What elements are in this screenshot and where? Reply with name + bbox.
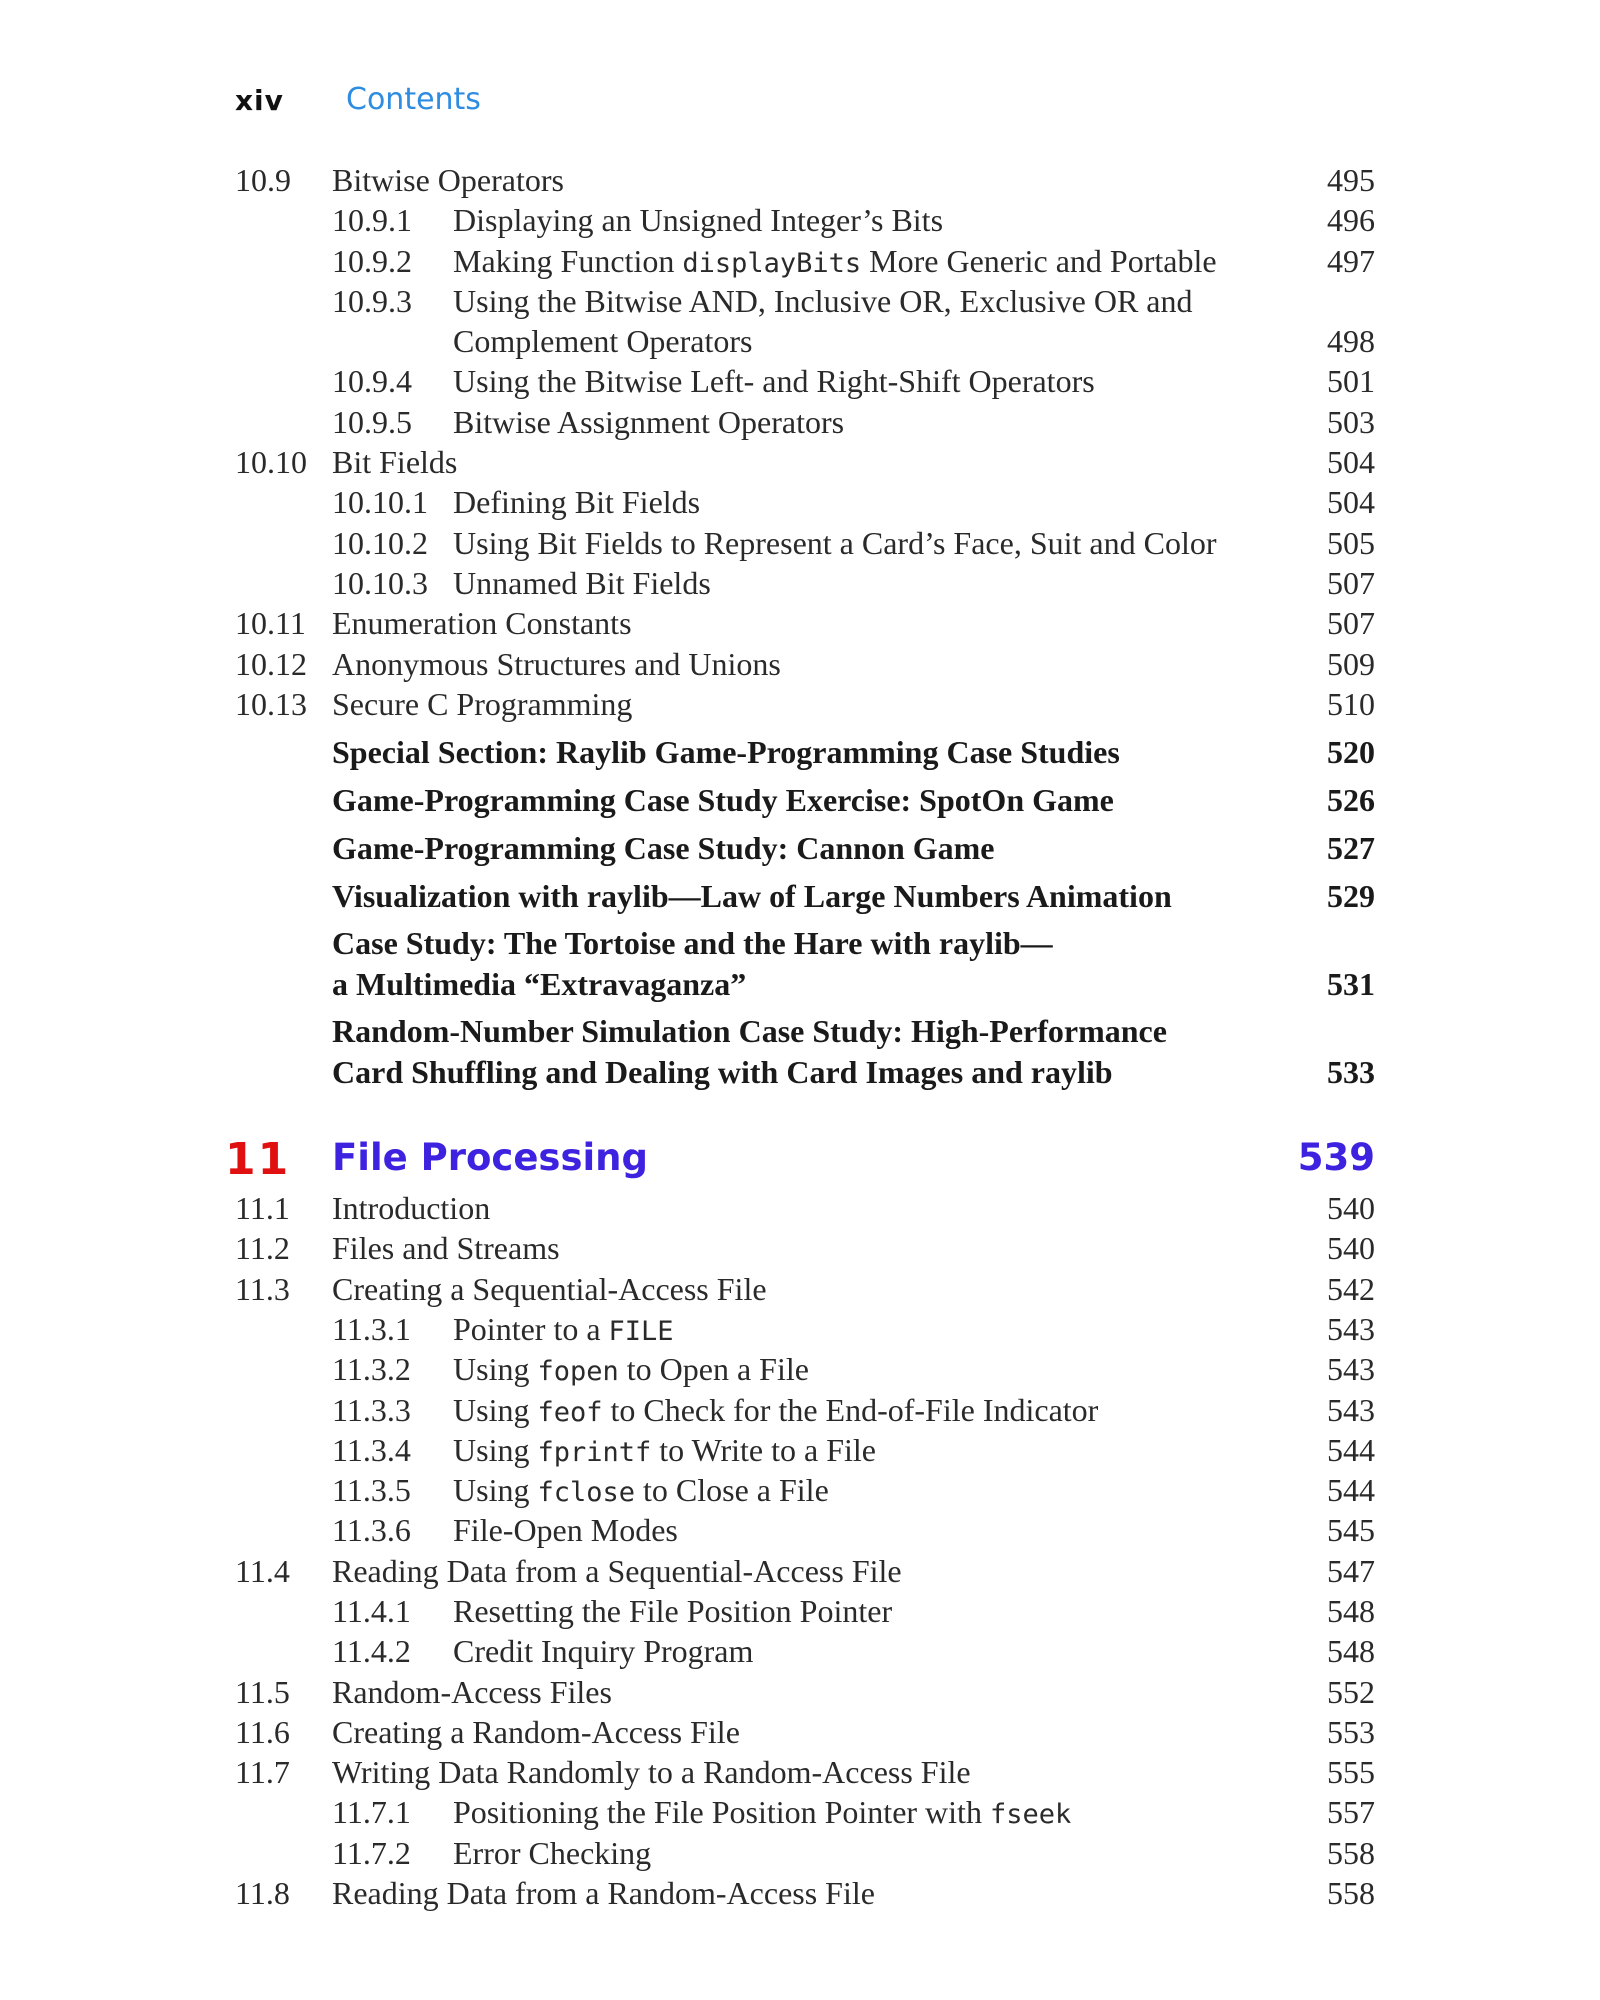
- toc-entry[interactable]: [235, 361, 1375, 401]
- running-head: Contents: [346, 82, 481, 117]
- special-line: [235, 780, 1375, 820]
- entry-title-text: to Write to a File: [651, 1431, 876, 1468]
- entry-title: Random-Access Files: [332, 1673, 612, 1710]
- entry-title: [453, 1390, 1098, 1433]
- entry-title-text: More Generic and Portable: [861, 242, 1217, 279]
- entry-page: 557: [1327, 1794, 1375, 1831]
- toc-entry[interactable]: [235, 442, 1375, 482]
- table-of-contents: [225, 160, 1375, 1913]
- entry-page: 543: [1327, 1310, 1375, 1347]
- entry-title: Using the Bitwise Left- and Right-Shift Operators: [453, 363, 1095, 400]
- entry-page: 496: [1327, 202, 1375, 239]
- entry-page: 542: [1327, 1270, 1375, 1307]
- entry-number: 10.10.3: [332, 564, 428, 601]
- entry-number: 10.9.5: [332, 403, 412, 440]
- entry-number: 10.9: [235, 162, 291, 198]
- toc-entry[interactable]: [235, 1349, 1375, 1389]
- special-section-entry[interactable]: [235, 828, 1375, 868]
- special-section-entry[interactable]: [235, 732, 1375, 772]
- entry-title-text: to Open a File: [618, 1351, 809, 1388]
- entry-page: 544: [1327, 1472, 1375, 1509]
- entry-page: 547: [1327, 1552, 1375, 1589]
- toc-entry[interactable]: [235, 241, 1375, 281]
- toc-entry[interactable]: [235, 1430, 1375, 1470]
- entry-page: 558: [1327, 1875, 1375, 1912]
- entry-number: 11.2: [235, 1230, 290, 1267]
- entry-number: 11.3.4: [332, 1431, 411, 1468]
- entry-title-code: fopen: [537, 1356, 619, 1388]
- entry-title-text: Using: [453, 1391, 538, 1428]
- toc-entry[interactable]: [235, 1470, 1375, 1510]
- entry-number: 10.9.3: [332, 282, 412, 319]
- special-section-entry[interactable]: [235, 876, 1375, 916]
- entry-page: 555: [1327, 1754, 1375, 1791]
- entry-page: 548: [1327, 1633, 1375, 1670]
- entry-number: 11.8: [235, 1875, 290, 1912]
- special-page: 533: [1327, 1053, 1375, 1090]
- entry-title: [453, 1470, 829, 1513]
- entry-title: Secure C Programming: [332, 685, 633, 722]
- entry-title: [453, 241, 1217, 284]
- entry-page: 501: [1327, 363, 1375, 400]
- special-line: [235, 964, 1375, 1004]
- special-line: [235, 923, 1375, 963]
- entry-title-code: fseek: [989, 1799, 1072, 1831]
- entry-title: Defining Bit Fields: [453, 484, 701, 521]
- entry-title: Displaying an Unsigned Integer’s Bits: [453, 202, 944, 239]
- entry-number: 11.5: [235, 1673, 290, 1710]
- toc-entry[interactable]: [235, 644, 1375, 684]
- entry-number: 11.3.3: [332, 1391, 411, 1428]
- entry-page: 495: [1327, 162, 1375, 198]
- entry-title: [453, 1309, 674, 1352]
- special-title-line: Random-Number Simulation Case Study: High-Performance: [332, 1013, 1167, 1050]
- entry-page: 553: [1327, 1713, 1375, 1750]
- special-page: 520: [1327, 734, 1375, 771]
- entry-title: Using the Bitwise AND, Inclusive OR, Exclusive OR and: [453, 282, 1193, 319]
- toc-entry[interactable]: [235, 1672, 1375, 1712]
- entry-page: 552: [1327, 1673, 1375, 1710]
- toc-entry[interactable]: [235, 1228, 1375, 1268]
- entry-title: Using Bit Fields to Represent a Card’s Face, Suit and Color: [453, 524, 1217, 561]
- entry-page: 510: [1327, 685, 1375, 722]
- entry-number: 11.7.2: [332, 1834, 411, 1871]
- entry-title: Unnamed Bit Fields: [453, 564, 711, 601]
- toc-entry[interactable]: [235, 1309, 1375, 1349]
- chapter-heading[interactable]: [225, 1132, 1375, 1192]
- toc-entry[interactable]: [235, 1833, 1375, 1873]
- entry-title: Bitwise Operators: [332, 162, 564, 198]
- special-title-line: Special Section: Raylib Game-Programming Case Studies: [332, 734, 1120, 771]
- entry-title-code: displayBits: [682, 247, 862, 279]
- entry-title-code: feof: [537, 1396, 603, 1428]
- toc-entry[interactable]: [235, 402, 1375, 442]
- entry-number: 11.3.5: [332, 1472, 411, 1509]
- entry-number: 10.10.1: [332, 484, 428, 521]
- entry-number: 11.3.2: [332, 1351, 411, 1388]
- entry-title: Credit Inquiry Program: [453, 1633, 754, 1670]
- entry-number: 11.3.6: [332, 1512, 411, 1549]
- entry-title: Resetting the File Position Pointer: [453, 1593, 893, 1629]
- special-title-line: Game-Programming Case Study: Cannon Game: [332, 829, 995, 866]
- entry-title: Anonymous Structures and Unions: [332, 645, 781, 682]
- entry-title: Error Checking: [453, 1834, 652, 1871]
- entry-title-code: fprintf: [537, 1436, 652, 1468]
- entry-title: Introduction: [332, 1190, 491, 1227]
- entry-title-text: Using: [453, 1351, 538, 1388]
- entry-page: 509: [1327, 645, 1375, 682]
- toc-entry[interactable]: [235, 1752, 1375, 1792]
- entry-page: 507: [1327, 564, 1375, 601]
- special-title-line: a Multimedia “Extravaganza”: [332, 965, 747, 1002]
- entry-number: 10.10: [235, 444, 307, 481]
- chapter-number: 11: [225, 1134, 291, 1186]
- special-page: 526: [1327, 781, 1375, 818]
- entry-title: Reading Data from a Sequential-Access File: [332, 1552, 902, 1589]
- toc-entry[interactable]: [235, 1551, 1375, 1591]
- chapter-title: File Processing: [332, 1136, 648, 1180]
- entry-number: 11.4: [235, 1552, 290, 1589]
- special-line: [235, 1052, 1375, 1092]
- entry-title-text: Using: [453, 1472, 538, 1509]
- entry-title-text: Using: [453, 1431, 538, 1468]
- entry-page: 545: [1327, 1512, 1375, 1549]
- entry-title: Bit Fields: [332, 444, 458, 481]
- entry-title: [453, 1792, 1071, 1835]
- entry-title: [453, 1349, 809, 1392]
- entry-title: File-Open Modes: [453, 1512, 678, 1549]
- special-section-entry[interactable]: [235, 780, 1375, 820]
- entry-title-text: to Close a File: [635, 1472, 829, 1509]
- special-sections: [235, 732, 1375, 1092]
- entry-page: 504: [1327, 444, 1375, 481]
- entry-page: 505: [1327, 524, 1375, 561]
- toc-entry[interactable]: [235, 200, 1375, 240]
- entry-number: 10.10.2: [332, 524, 428, 561]
- entry-number: 11.7: [235, 1754, 290, 1791]
- entry-number: 11.7.1: [332, 1794, 411, 1831]
- entry-number: 10.9.2: [332, 242, 412, 279]
- entry-number: 10.13: [235, 685, 307, 722]
- entry-number: 11.4.2: [332, 1633, 411, 1670]
- entry-title: Files and Streams: [332, 1230, 560, 1267]
- special-title-line: Visualization with raylib—Law of Large Numbers Animation: [332, 877, 1172, 914]
- toc-section-chapter-10: [235, 160, 1375, 724]
- toc-entry[interactable]: [235, 321, 1375, 361]
- entry-title-text: to Check for the End-of-File Indicator: [602, 1391, 1099, 1428]
- toc-entry[interactable]: [235, 563, 1375, 603]
- toc-entry[interactable]: [235, 281, 1375, 321]
- entry-page: 543: [1327, 1351, 1375, 1388]
- entry-number: 11.1: [235, 1190, 290, 1227]
- entry-title: [453, 1430, 876, 1473]
- toc-entry[interactable]: [235, 1591, 1375, 1631]
- special-section-entry[interactable]: [235, 923, 1375, 1004]
- entry-page: 504: [1327, 484, 1375, 521]
- special-line: [235, 732, 1375, 772]
- special-title-line: Card Shuffling and Dealing with Card Images and raylib: [332, 1053, 1113, 1090]
- special-title-line: Case Study: The Tortoise and the Hare with raylib—: [332, 925, 1053, 962]
- entry-number: 11.4.1: [332, 1593, 411, 1629]
- entry-title: Enumeration Constants: [332, 605, 632, 642]
- toc-entry[interactable]: [235, 482, 1375, 522]
- toc-entry[interactable]: [235, 603, 1375, 643]
- entry-title-text: Making Function: [453, 242, 683, 279]
- special-page: 531: [1327, 965, 1375, 1002]
- toc-entry[interactable]: [235, 1712, 1375, 1752]
- entry-page: 498: [1327, 323, 1375, 360]
- chapter-page: 539: [1297, 1136, 1375, 1180]
- entry-title: Reading Data from a Random-Access File: [332, 1875, 875, 1912]
- entry-title: Complement Operators: [453, 323, 753, 360]
- toc-entry[interactable]: [235, 1188, 1375, 1228]
- toc-entry[interactable]: [235, 1631, 1375, 1671]
- toc-entry[interactable]: [235, 523, 1375, 563]
- entry-title: Creating a Sequential-Access File: [332, 1270, 767, 1307]
- entry-title: Bitwise Assignment Operators: [453, 403, 845, 440]
- toc-entry[interactable]: [235, 1792, 1375, 1832]
- special-page: 527: [1327, 829, 1375, 866]
- special-line: [235, 876, 1375, 916]
- entry-number: 10.12: [235, 645, 307, 682]
- entry-number: 11.3: [235, 1270, 290, 1307]
- special-page: 529: [1327, 877, 1375, 914]
- entry-page: 540: [1327, 1190, 1375, 1227]
- entry-page: 558: [1327, 1834, 1375, 1871]
- entry-page: 507: [1327, 605, 1375, 642]
- special-section-entry[interactable]: [235, 1011, 1375, 1092]
- entry-page: 540: [1327, 1230, 1375, 1267]
- toc-entry[interactable]: [235, 1390, 1375, 1430]
- entry-page: 503: [1327, 403, 1375, 440]
- entry-page: 548: [1327, 1593, 1375, 1629]
- page-number-label: xiv: [235, 84, 284, 117]
- entry-number: 10.9.4: [332, 363, 412, 400]
- entry-title-code: FILE: [608, 1315, 674, 1347]
- entry-number: 10.11: [235, 605, 306, 642]
- entry-title: Creating a Random-Access File: [332, 1713, 740, 1750]
- toc-entry[interactable]: [235, 1269, 1375, 1309]
- entry-title: Writing Data Randomly to a Random-Access File: [332, 1754, 971, 1791]
- entry-title-text: Positioning the File Position Pointer with: [453, 1794, 990, 1831]
- entry-title-code: fclose: [537, 1477, 635, 1509]
- toc-entry[interactable]: [235, 1873, 1375, 1913]
- entry-number: 11.6: [235, 1713, 290, 1750]
- entry-page: 497: [1327, 242, 1375, 279]
- entry-title-text: Pointer to a: [453, 1310, 609, 1347]
- entry-page: 543: [1327, 1391, 1375, 1428]
- special-line: [235, 828, 1375, 868]
- entry-number: 10.9.1: [332, 202, 412, 239]
- toc-entry[interactable]: [235, 684, 1375, 724]
- special-title-line: Game-Programming Case Study Exercise: SpotOn Game: [332, 781, 1114, 818]
- toc-section-chapter-11: [235, 1188, 1375, 1913]
- toc-entry[interactable]: [235, 1510, 1375, 1550]
- toc-entry[interactable]: [235, 160, 1375, 200]
- special-line: [235, 1011, 1375, 1051]
- entry-page: 544: [1327, 1431, 1375, 1468]
- entry-number: 11.3.1: [332, 1310, 411, 1347]
